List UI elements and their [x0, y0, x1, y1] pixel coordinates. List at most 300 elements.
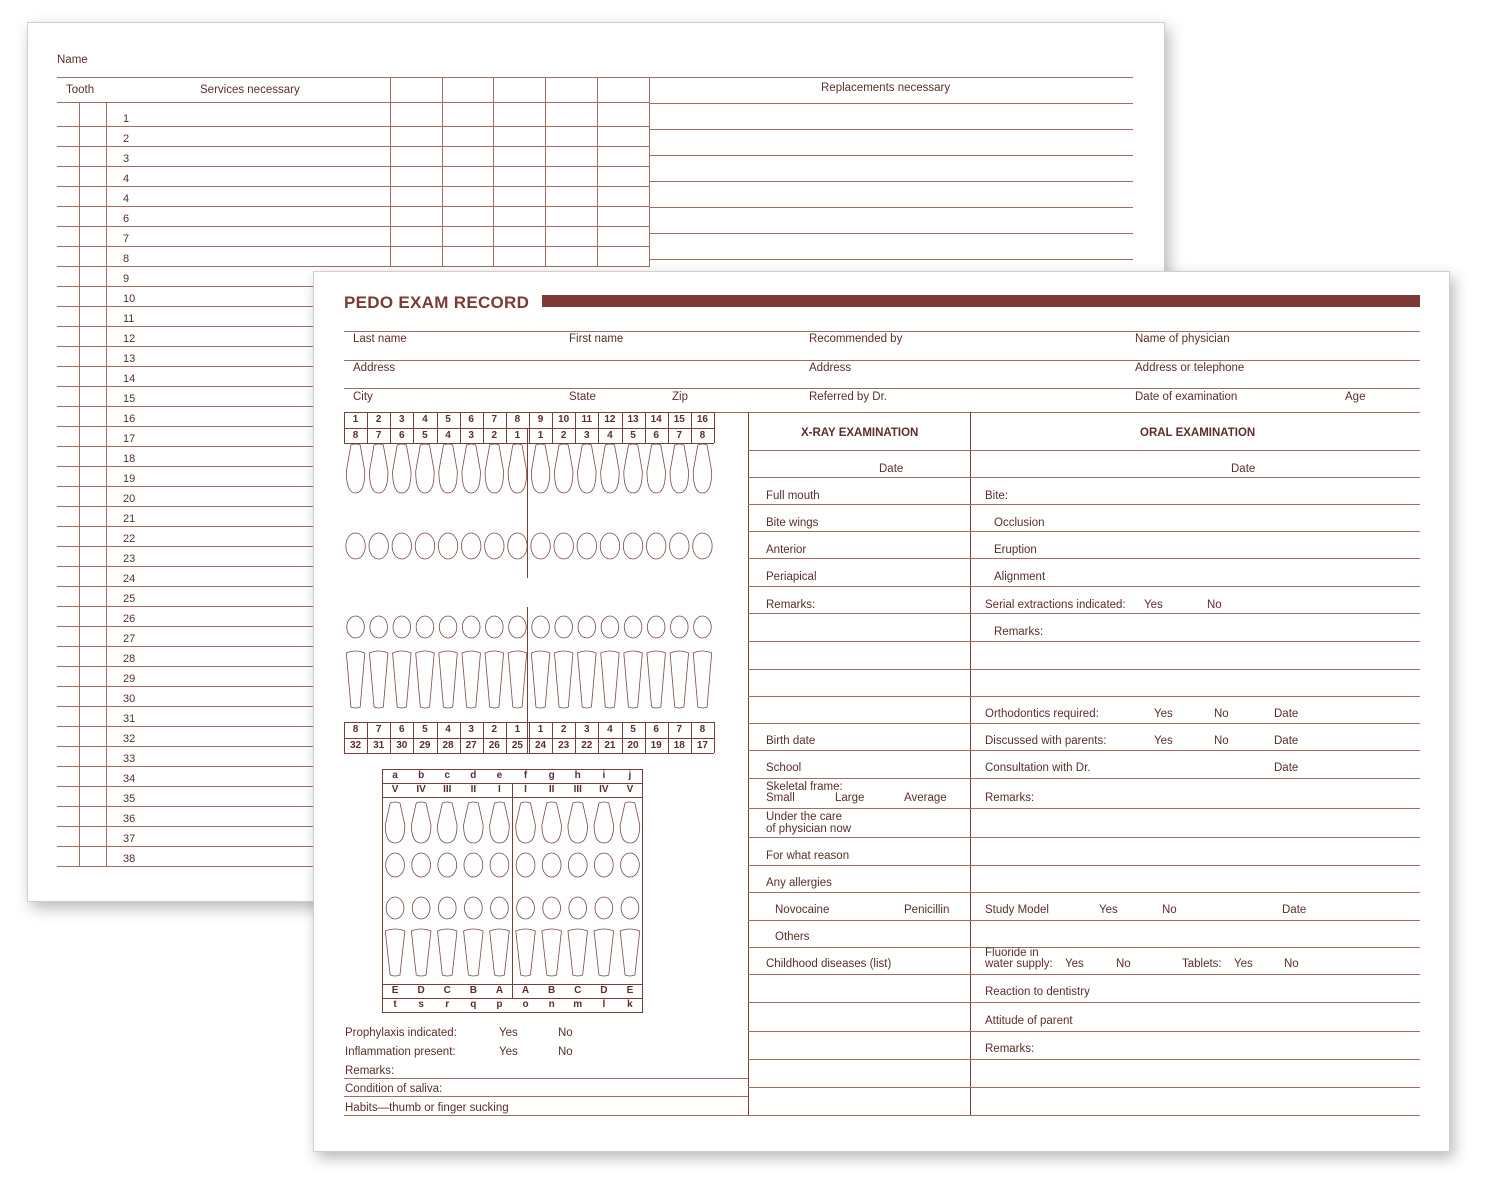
prophylaxis-yes[interactable]: Yes [499, 1027, 518, 1039]
tooth-number: 29 [419, 740, 431, 751]
discussed-label: Discussed with parents: [985, 735, 1107, 747]
upper-occlusal-outline [508, 533, 527, 559]
first-name-field[interactable]: First name [569, 333, 624, 345]
primary-tooth-capital: C [443, 985, 451, 996]
replacements-row[interactable] [649, 181, 1133, 182]
tooth-row-number: 20 [123, 493, 136, 505]
tooth-quadrant-number: 6 [399, 430, 405, 441]
bite-label: Bite: [985, 490, 1009, 502]
tooth-quadrant-number: 8 [699, 430, 706, 441]
occlusion-field[interactable]: Occlusion [994, 517, 1045, 529]
lower-occlusal-outline [578, 616, 596, 638]
exam-row[interactable] [748, 723, 1420, 724]
exam-row[interactable] [748, 558, 1420, 559]
study-model-yes[interactable]: Yes [1099, 904, 1118, 916]
exam-row[interactable] [748, 837, 1420, 838]
tooth-row-number: 3 [123, 153, 130, 165]
exam-row[interactable] [748, 1059, 1420, 1060]
tooth-quadrant-number: 7 [375, 724, 382, 735]
lower-occlusal-outline [439, 616, 457, 638]
orthodontics-yes[interactable]: Yes [1154, 708, 1173, 720]
table-row[interactable] [57, 126, 649, 127]
primary-tooth-letter: q [470, 999, 477, 1010]
oral-header: ORAL EXAMINATION [1140, 427, 1256, 439]
tooth-row-number: 4 [123, 193, 130, 205]
upper-occlusal-outline [600, 533, 619, 559]
primary-tooth-capital: D [600, 985, 608, 996]
tooth-row-number: 19 [123, 473, 136, 485]
tooth-number: 16 [696, 414, 708, 425]
discussed-date[interactable]: Date [1274, 735, 1299, 747]
exam-row[interactable] [748, 974, 1420, 975]
tooth-row-number: 30 [123, 693, 136, 705]
cell-divider [714, 722, 715, 753]
lower-tooth-outline [647, 651, 666, 708]
primary-tooth-roman: IV [416, 784, 426, 795]
inflammation-no[interactable]: No [558, 1046, 573, 1058]
tooth-quadrant-number: 7 [375, 430, 382, 441]
penicillin-option[interactable]: Penicillin [904, 904, 950, 916]
upper-occlusal-outline [415, 533, 434, 559]
primary-upper-occlusal-outline [594, 853, 613, 877]
chart-rule [382, 1012, 643, 1013]
orthodontics-date[interactable]: Date [1274, 708, 1299, 720]
upper-tooth-outline [601, 444, 620, 493]
header-bottom-rule [57, 102, 649, 103]
tooth-number: 12 [604, 414, 616, 425]
discussed-yes[interactable]: Yes [1154, 735, 1173, 747]
upper-occlusal-outline [693, 533, 712, 559]
replacements-row[interactable] [649, 129, 1133, 130]
upper-tooth-outline [693, 444, 712, 493]
study-model-no[interactable]: No [1162, 904, 1177, 916]
exam-table-left-border [748, 412, 749, 1115]
tooth-row-number: 26 [123, 613, 136, 625]
primary-teeth-drawing [382, 797, 643, 984]
oral-remarks-field[interactable]: Remarks: [994, 626, 1044, 638]
column-divider [649, 77, 650, 267]
tooth-quadrant-number: 5 [422, 430, 428, 441]
tooth-row-number: 16 [123, 413, 136, 425]
upper-occlusal-outline [577, 533, 596, 559]
tooth-row-number: 12 [123, 333, 136, 345]
primary-tooth-letter: d [470, 770, 477, 781]
saliva-field[interactable]: Condition of saliva: [345, 1083, 443, 1095]
fluoride-no[interactable]: No [1116, 958, 1131, 970]
tooth-number: 21 [604, 740, 616, 751]
upper-occlusal-outline [346, 533, 365, 559]
replacements-row[interactable] [649, 259, 1133, 260]
attitude-field[interactable]: Attitude of parent [985, 1015, 1073, 1027]
exam-row[interactable] [748, 1115, 1420, 1116]
skeletal-large-option[interactable]: Large [835, 792, 865, 804]
tooth-quadrant-number: 5 [630, 430, 636, 441]
tooth-row-number: 37 [123, 833, 136, 845]
primary-upper-occlusal-outline [621, 853, 640, 877]
tooth-number: 7 [491, 414, 498, 425]
upper-tooth-outline [369, 444, 388, 493]
exam-row[interactable] [748, 808, 1420, 809]
primary-upper-tooth-outline [594, 802, 614, 843]
tooth-quadrant-number: 1 [537, 430, 544, 441]
primary-tooth-capital: A [521, 985, 530, 996]
tooth-quadrant-number: 8 [352, 430, 359, 441]
skeletal-small-option[interactable]: Small [766, 792, 795, 804]
exam-row[interactable] [748, 892, 1420, 893]
upper-occlusal-outline [531, 533, 550, 559]
study-model-date[interactable]: Date [1282, 904, 1307, 916]
habits-field[interactable]: Habits—thumb or finger sucking [345, 1102, 509, 1114]
exam-row[interactable] [748, 613, 1420, 614]
exam-row[interactable] [748, 586, 1420, 587]
primary-tooth-capital: A [495, 985, 504, 996]
full-mouth-field[interactable]: Full mouth [766, 490, 820, 502]
exam-date-field[interactable]: Date of examination [1135, 391, 1238, 403]
primary-upper-tooth-outline [464, 802, 484, 843]
zip-field[interactable]: Zip [672, 391, 688, 403]
exam-row[interactable] [748, 920, 1420, 921]
primary-tooth-capital: E [626, 985, 634, 996]
column-divider [545, 77, 546, 267]
primary-upper-occlusal-outline [516, 853, 535, 877]
primary-lower-tooth-outline [464, 929, 484, 976]
lower-occlusal-outline [486, 616, 504, 638]
remarks-field[interactable]: Remarks: [345, 1065, 395, 1077]
city-field[interactable]: City [353, 391, 373, 403]
oral-date-field[interactable]: Date [1231, 463, 1256, 475]
upper-tooth-outline [346, 444, 365, 493]
title-bar [542, 295, 1420, 307]
novocaine-option[interactable]: Novocaine [775, 904, 830, 916]
column-divider [493, 77, 494, 267]
consultation-date[interactable]: Date [1274, 762, 1299, 774]
last-name-field[interactable]: Last name [353, 333, 407, 345]
tooth-row-number: 21 [123, 513, 136, 525]
tooth-quadrant-number: 4 [445, 724, 451, 735]
tooth-row-number: 22 [123, 533, 136, 545]
alignment-field[interactable]: Alignment [994, 571, 1046, 583]
oral-remarks-2-field[interactable]: Remarks: [985, 792, 1035, 804]
bite-wings-field[interactable]: Bite wings [766, 517, 819, 529]
lower-tooth-outline [462, 651, 481, 708]
table-row[interactable] [57, 226, 649, 227]
birth-date-field[interactable]: Birth date [766, 735, 816, 747]
upper-tooth-outline [531, 444, 550, 493]
primary-upper-tooth-outline [411, 802, 431, 843]
tooth-number: 32 [350, 740, 362, 751]
primary-tooth-letter: a [392, 770, 398, 781]
replacements-row[interactable] [649, 233, 1133, 234]
tooth-row-number: 23 [123, 553, 136, 565]
primary-lower-occlusal-outline [595, 897, 613, 919]
table-row[interactable] [57, 246, 649, 247]
lower-tooth-outline [369, 651, 388, 708]
primary-upper-tooth-outline [542, 802, 562, 843]
lower-occlusal-outline [347, 616, 365, 638]
primary-tooth-letter: e [496, 770, 503, 781]
primary-tooth-roman: III [573, 784, 582, 795]
upper-tooth-outline [647, 444, 666, 493]
primary-tooth-letter: n [548, 999, 555, 1010]
table-row[interactable] [57, 146, 649, 147]
primary-lower-tooth-outline [516, 929, 536, 976]
inflammation-yes[interactable]: Yes [499, 1046, 518, 1058]
referred-by-field[interactable]: Referred by Dr. [809, 391, 887, 403]
tooth-row-number: 29 [123, 673, 136, 685]
tooth-number: 20 [627, 740, 639, 751]
primary-upper-occlusal-outline [412, 853, 431, 877]
exam-row[interactable] [748, 696, 1420, 697]
reason-field[interactable]: For what reason [766, 850, 850, 862]
tooth-quadrant-number: 1 [514, 430, 521, 441]
lower-occlusal-outline [601, 616, 619, 638]
consultation-field[interactable]: Consultation with Dr. [985, 762, 1091, 774]
primary-lower-occlusal-outline [517, 897, 535, 919]
serial-no[interactable]: No [1207, 599, 1222, 611]
lower-tooth-outline [485, 651, 504, 708]
primary-upper-occlusal-outline [542, 853, 561, 877]
xray-remarks-field[interactable]: Remarks: [766, 599, 816, 611]
tooth-row-number: 18 [123, 453, 136, 465]
primary-tooth-letter: b [418, 770, 425, 781]
tooth-quadrant-number: 4 [607, 724, 613, 735]
primary-upper-occlusal-outline [568, 853, 587, 877]
tooth-number: 5 [445, 414, 451, 425]
others-field[interactable]: Others [775, 931, 810, 943]
under-care-label-1: Under the care [766, 811, 843, 823]
form-title: PEDO EXAM RECORD [344, 293, 530, 312]
primary-upper-tooth-outline [385, 802, 405, 843]
physician-address-field[interactable]: Address or telephone [1135, 362, 1245, 374]
name-label: Name [57, 54, 88, 66]
exam-row[interactable] [748, 669, 1420, 670]
xray-date-field[interactable]: Date [879, 463, 904, 475]
under-care-label-2[interactable]: of physician now [766, 823, 852, 835]
tooth-number: 13 [627, 414, 639, 425]
exam-row[interactable] [748, 865, 1420, 866]
tooth-quadrant-number: 6 [653, 724, 659, 735]
lower-tooth-outline [601, 651, 620, 708]
primary-lower-occlusal-outline [386, 897, 404, 919]
column-divider [442, 77, 443, 267]
fluoride-yes[interactable]: Yes [1065, 958, 1084, 970]
primary-tooth-letter: j [628, 770, 632, 781]
tooth-header: Tooth [66, 84, 95, 96]
school-field[interactable]: School [766, 762, 802, 774]
table-row[interactable] [57, 166, 649, 167]
tooth-number: 9 [537, 414, 544, 425]
replacements-row[interactable] [649, 155, 1133, 156]
tooth-quadrant-number: 3 [584, 430, 590, 441]
tooth-column-divider [106, 102, 107, 867]
primary-tooth-roman: I [498, 784, 501, 795]
exam-row[interactable] [748, 641, 1420, 642]
upper-occlusal-outline [369, 533, 388, 559]
tooth-row-number: 35 [123, 793, 136, 805]
inflammation-label: Inflammation present: [345, 1046, 456, 1058]
upper-tooth-outline [439, 444, 458, 493]
tooth-row-number: 4 [123, 173, 130, 185]
serial-yes[interactable]: Yes [1144, 599, 1163, 611]
exam-row[interactable] [748, 531, 1420, 532]
replacements-header-rule [649, 103, 1133, 104]
tooth-quadrant-number: 3 [468, 724, 474, 735]
tooth-quadrant-number: 3 [584, 724, 590, 735]
exam-row[interactable] [748, 778, 1420, 779]
study-model-label: Study Model [985, 904, 1049, 916]
replacements-header: Replacements necessary [821, 82, 951, 94]
state-field[interactable]: State [569, 391, 596, 403]
tooth-row-number: 8 [123, 253, 130, 265]
primary-upper-occlusal-outline [438, 853, 457, 877]
primary-tooth-letter: g [548, 770, 555, 781]
tooth-number: 17 [696, 740, 708, 751]
upper-tooth-outline [393, 444, 412, 493]
exam-row[interactable] [748, 1002, 1420, 1003]
lower-occlusal-outline [647, 616, 665, 638]
serial-extractions-label: Serial extractions indicated: [985, 599, 1126, 611]
tooth-column-divider [79, 102, 80, 867]
tooth-row-number: 28 [123, 653, 136, 665]
primary-lower-tooth-outline [620, 929, 640, 976]
primary-upper-tooth-outline [568, 802, 588, 843]
primary-tooth-letter: c [444, 770, 451, 781]
tooth-row-number: 13 [123, 353, 136, 365]
tooth-quadrant-number: 4 [445, 430, 451, 441]
upper-occlusal-outline [623, 533, 642, 559]
discussed-no[interactable]: No [1214, 735, 1229, 747]
primary-lower-tooth-outline [411, 929, 431, 976]
primary-upper-tooth-outline [437, 802, 457, 843]
anterior-field[interactable]: Anterior [766, 544, 807, 556]
prophylaxis-no[interactable]: No [558, 1027, 573, 1039]
primary-lower-occlusal-outline [464, 897, 482, 919]
column-divider [390, 77, 391, 267]
eruption-field[interactable]: Eruption [994, 544, 1037, 556]
tooth-quadrant-number: 6 [399, 724, 405, 735]
xray-header: X-RAY EXAMINATION [801, 427, 919, 439]
upper-tooth-outline [578, 444, 597, 493]
age-field[interactable]: Age [1345, 391, 1366, 403]
tooth-number: 28 [442, 740, 454, 751]
field-rule [344, 388, 1420, 389]
table-row[interactable] [57, 266, 649, 267]
tooth-number: 24 [535, 740, 547, 751]
tablets-no[interactable]: No [1284, 958, 1299, 970]
primary-tooth-roman: IV [599, 784, 609, 795]
primary-tooth-capital: B [548, 985, 556, 996]
tooth-number: 3 [399, 414, 405, 425]
exam-row[interactable] [748, 1087, 1420, 1088]
tooth-quadrant-number: 1 [514, 724, 521, 735]
primary-tooth-letter: r [445, 999, 450, 1010]
skeletal-average-option[interactable]: Average [904, 792, 947, 804]
fluoride-label-1: Fluoride in [985, 947, 1039, 959]
periapical-field[interactable]: Periapical [766, 571, 817, 583]
tooth-row-number: 24 [123, 573, 136, 585]
upper-tooth-outline [624, 444, 643, 493]
upper-tooth-outline [462, 444, 481, 493]
upper-tooth-outline [508, 444, 527, 493]
replacements-row[interactable] [649, 207, 1133, 208]
tooth-number: 1 [352, 414, 359, 425]
tooth-row-number: 33 [123, 753, 136, 765]
primary-lower-occlusal-outline [438, 897, 456, 919]
skeletal-frame-label: Skeletal frame: [766, 781, 843, 793]
tooth-number: 11 [581, 414, 593, 425]
lower-occlusal-outline [694, 616, 712, 638]
tooth-quadrant-number: 7 [676, 430, 683, 441]
recommended-by-field[interactable]: Recommended by [809, 333, 903, 345]
exam-row[interactable] [748, 947, 1420, 948]
tooth-quadrant-number: 8 [352, 724, 359, 735]
tooth-number: 19 [650, 740, 662, 751]
tooth-row-number: 25 [123, 593, 136, 605]
prophylaxis-label: Prophylaxis indicated: [345, 1027, 457, 1039]
tooth-quadrant-number: 8 [699, 724, 706, 735]
tooth-row-number: 10 [123, 293, 136, 305]
orthodontics-no[interactable]: No [1214, 708, 1229, 720]
primary-lower-occlusal-outline [621, 897, 639, 919]
allergies-field[interactable]: Any allergies [766, 877, 832, 889]
tablets-yes[interactable]: Yes [1234, 958, 1253, 970]
physician-name-field[interactable]: Name of physician [1135, 333, 1230, 345]
tooth-row-number: 27 [123, 633, 136, 645]
oral-remarks-3-field[interactable]: Remarks: [985, 1043, 1035, 1055]
referrer-address-field[interactable]: Address [809, 362, 852, 374]
lower-occlusal-outline [370, 616, 388, 638]
primary-tooth-letter: k [627, 999, 633, 1010]
primary-tooth-capital: D [417, 985, 425, 996]
tooth-quadrant-number: 4 [607, 430, 613, 441]
lower-tooth-outline [693, 651, 712, 708]
primary-tooth-letter: h [574, 770, 581, 781]
childhood-diseases-field[interactable]: Childhood diseases (list) [766, 958, 892, 970]
tooth-quadrant-number: 5 [422, 724, 428, 735]
primary-tooth-roman: III [443, 784, 452, 795]
exam-row[interactable] [748, 504, 1420, 505]
exam-row[interactable] [748, 1031, 1420, 1032]
address-field[interactable]: Address [353, 362, 396, 374]
cell-divider [714, 412, 715, 443]
lower-tooth-outline [346, 651, 365, 708]
primary-tooth-letter: m [573, 999, 583, 1010]
exam-table-divider [970, 412, 971, 1115]
primary-tooth-roman: V [391, 784, 399, 795]
tooth-row-number: 15 [123, 393, 136, 405]
table-row[interactable] [57, 186, 649, 187]
tooth-number: 2 [375, 414, 382, 425]
reaction-field[interactable]: Reaction to dentistry [985, 986, 1090, 998]
primary-lower-occlusal-outline [569, 897, 587, 919]
field-rule [344, 331, 1420, 332]
upper-occlusal-outline [646, 533, 665, 559]
tooth-row-number: 7 [123, 233, 130, 245]
lower-tooth-outline [416, 651, 435, 708]
tooth-quadrant-number: 1 [537, 724, 544, 735]
primary-tooth-letter: i [602, 770, 606, 781]
exam-row[interactable] [748, 477, 1420, 478]
exam-row[interactable] [748, 750, 1420, 751]
tooth-number: 30 [396, 740, 408, 751]
primary-tooth-letter: s [418, 999, 424, 1010]
table-row[interactable] [57, 206, 649, 207]
tooth-quadrant-number: 2 [491, 430, 498, 441]
fluoride-label-2: water supply: [985, 958, 1053, 970]
lower-occlusal-outline [462, 616, 480, 638]
primary-lower-tooth-outline [594, 929, 614, 976]
lower-occlusal-outline [416, 616, 434, 638]
